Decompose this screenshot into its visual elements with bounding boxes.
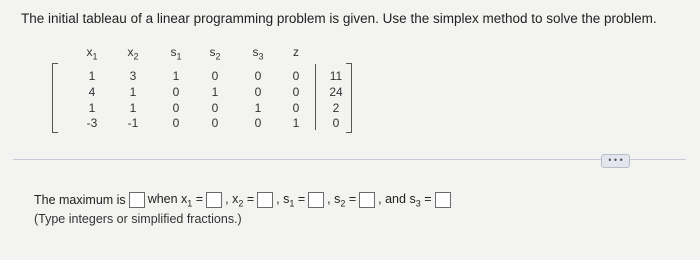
tableau-cell: 0 (292, 85, 300, 99)
tableau-cell: 0 (211, 116, 219, 130)
tableau-header-z: z (293, 45, 299, 59)
tableau-cell: 1 (172, 69, 180, 83)
tableau-cell: 0 (211, 101, 219, 115)
augment-divider (315, 64, 316, 130)
more-button[interactable]: • • • (601, 154, 630, 168)
tableau-cell: 1 (129, 85, 137, 99)
tableau-cell: 11 (329, 69, 343, 83)
tableau-cell: -3 (86, 116, 98, 130)
tableau-cell: 0 (254, 69, 262, 83)
tableau-cell: 4 (88, 85, 96, 99)
s1-answer-input[interactable] (308, 192, 324, 208)
x1-answer-input[interactable] (206, 192, 222, 208)
tableau-header-s1: $s_1$ (170, 45, 182, 62)
tableau-cell: 1 (129, 101, 137, 115)
tableau-cell: 0 (172, 101, 180, 115)
tableau-header-s2: $s_2$ (209, 45, 221, 62)
answer-prefix: The maximum is (34, 193, 126, 208)
tableau-cell: 0 (292, 69, 300, 83)
tableau-cell: 2 (332, 101, 340, 115)
max-answer-input[interactable] (129, 192, 145, 208)
answer-line (34, 192, 451, 209)
tableau-cell: 1 (88, 101, 96, 115)
tableau-cell: -1 (127, 116, 139, 130)
tableau-cell: 24 (329, 85, 343, 99)
tableau-header-x2: $x_2$ (127, 45, 139, 62)
section-divider (13, 159, 686, 160)
tableau-cell: 3 (129, 69, 137, 83)
tableau-header-s3: $s_3$ (252, 45, 264, 62)
tableau-cell: 1 (88, 69, 96, 83)
tableau-cell: 0 (211, 69, 219, 83)
s2-answer-input[interactable] (359, 192, 375, 208)
tableau-cell: 0 (172, 116, 180, 130)
tableau-cell: 0 (254, 116, 262, 130)
tableau-cell: 0 (172, 85, 180, 99)
format-hint: (Type integers or simplified fractions.) (34, 212, 242, 226)
tableau-header-x1: $x_1$ (86, 45, 98, 62)
s2-label: , $s_2$ = (327, 192, 357, 209)
tableau-cell: 1 (211, 85, 219, 99)
s1-label: , $s_1$ = (276, 192, 306, 209)
tableau-cell: 0 (292, 101, 300, 115)
when-label: when $x_1$ = (147, 192, 204, 209)
x2-label: , $x_2$ = (225, 192, 255, 209)
left-bracket (52, 63, 58, 133)
question-text: The initial tableau of a linear programming problem is given. Use the simplex method to solve the problem. (21, 11, 657, 26)
x2-answer-input[interactable] (257, 192, 273, 208)
tableau-cell: 1 (292, 116, 300, 130)
s3-answer-input[interactable] (435, 192, 451, 208)
tableau-cell: 0 (332, 116, 340, 130)
tableau-cell: 0 (254, 85, 262, 99)
tableau-cell: 1 (254, 101, 262, 115)
s3-label: , and $s_3$ = (378, 192, 432, 209)
